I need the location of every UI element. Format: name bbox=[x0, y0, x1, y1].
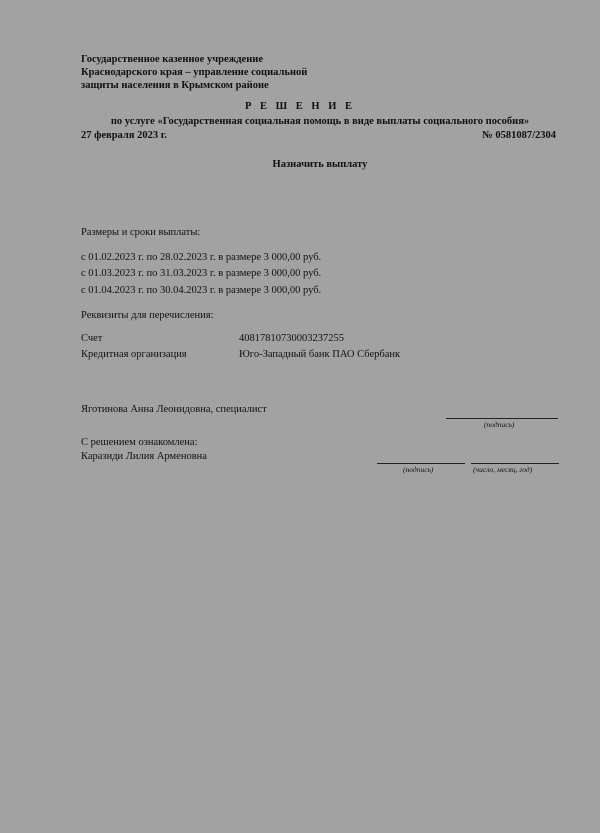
document-date: 27 февраля 2023 г. bbox=[81, 130, 167, 141]
payment-period-1: с 01.02.2023 г. по 28.02.2023 г. в размере 3 000,00 руб. bbox=[81, 252, 322, 263]
organization-header bbox=[81, 53, 307, 92]
date-caption: (число, месяц, год) bbox=[473, 465, 533, 474]
decision-text: Назначить выплату bbox=[272, 159, 368, 170]
date-line bbox=[471, 463, 559, 464]
account-value: 40817810730003237255 bbox=[239, 333, 344, 344]
acquainted-title: С решением ознакомлена: bbox=[81, 437, 198, 448]
payment-period-2: с 01.03.2023 г. по 31.03.2023 г. в размере 3 000,00 руб. bbox=[81, 268, 322, 279]
recipient-name: Каразиди Лилия Арменовна bbox=[81, 451, 207, 462]
recipient-signature-caption: (подпись) bbox=[403, 465, 434, 474]
organization-line-1: Государственное казенное учреждение bbox=[81, 54, 263, 65]
organization-line-2: Краснодарского края – управление социальной bbox=[81, 67, 308, 78]
specialist-name: Яготинова Анна Леонидовна, специалист bbox=[81, 404, 267, 415]
requisites-title: Реквизиты для перечисления: bbox=[81, 310, 214, 321]
bank-value: Юго-Западный банк ПАО Сбербанк bbox=[239, 349, 401, 360]
organization-line-3: защиты населения в Крымском районе bbox=[81, 80, 269, 91]
payment-period-3: с 01.04.2023 г. по 30.04.2023 г. в размере 3 000,00 руб. bbox=[81, 285, 322, 296]
document-number: № 0581087/2304 bbox=[482, 130, 556, 141]
bank-label: Кредитная организация bbox=[81, 349, 187, 360]
specialist-signature-line bbox=[446, 418, 558, 419]
document-title: Р Е Ш Е Н И Е bbox=[244, 101, 356, 112]
document-subtitle: по услуге «Государственная социальная помощь в виде выплаты социального пособия» bbox=[110, 116, 530, 127]
recipient-signature-line bbox=[377, 463, 465, 464]
payments-title: Размеры и сроки выплаты: bbox=[81, 227, 201, 238]
specialist-signature-caption: (подпись) bbox=[484, 420, 515, 429]
account-label: Счет bbox=[81, 333, 103, 344]
